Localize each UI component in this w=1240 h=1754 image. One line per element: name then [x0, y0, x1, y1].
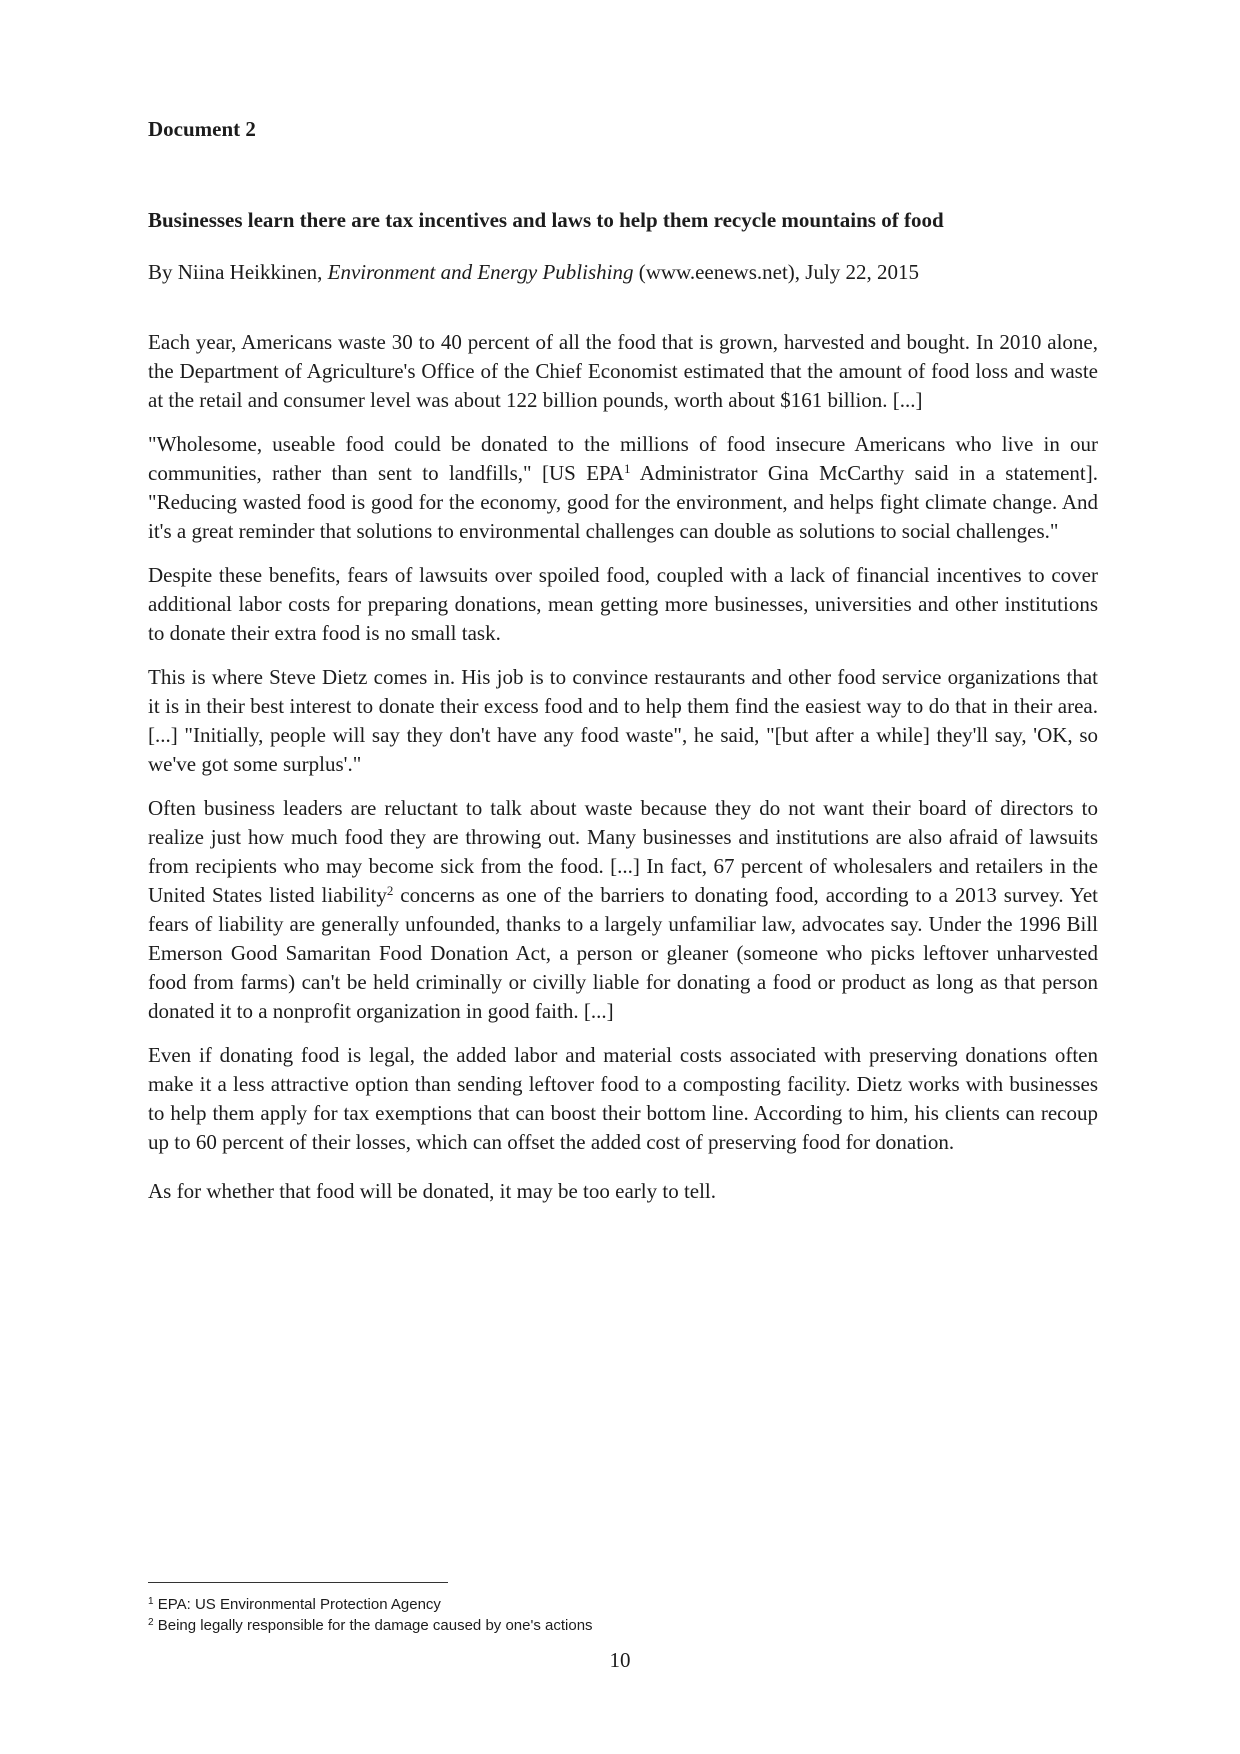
footnotes: [148, 1594, 1048, 1636]
paragraph-7: As for whether that food will be donated, it may be too early to tell.: [148, 1179, 717, 1203]
article-body: [148, 328, 1098, 1221]
paragraph-1: Each year, Americans waste 30 to 40 percent of all the food that is grown, harvested and bought. In 2010 alone, the Department of Agriculture's Office of the Chief Economist estimated that the amount of food loss and waste at the retail and consumer level was about 122 billion pounds, worth about $161 billion. [...]: [148, 330, 1098, 412]
paragraph-4: This is where Steve Dietz comes in. His job is to convince restaurants and other food service organizations that it is in their best interest to donate their excess food and to help them find the easiest way to do that in their area. [...] "Initially, people will say they don't have any food waste", he said, "[but after a while] they'll say, 'OK, so we've got some surplus'.": [148, 665, 1098, 776]
page-number: 10: [609, 1648, 631, 1672]
footnote-2-text: Being legally responsible for the damage caused by one's actions: [157, 1617, 593, 1634]
footnote-2-marker: 2: [148, 1617, 154, 1628]
footnote-2: [148, 1615, 1048, 1636]
paragraph-2-part-b: Administrator Gina McCarthy said in a statement]. "Reducing wasted food is good for the economy, good for the environment, and helps fight climate change. And it's a great reminder that solutions to environmental challenges can double as solutions to social challenges.": [148, 461, 1099, 543]
byline-author: By Niina Heikkinen,: [148, 260, 328, 284]
footnote-1-text: EPA: US Environmental Protection Agency: [157, 1596, 441, 1613]
footnote-1-marker: 1: [148, 1596, 154, 1607]
paragraph-2: [148, 430, 1098, 546]
paragraph-3: Despite these benefits, fears of lawsuits over spoiled food, coupled with a lack of financial incentives to cover additional labor costs for preparing donations, mean getting more businesses, universities and other institutions to donate their extra food is no small task.: [148, 563, 1098, 645]
document-label: Document 2: [148, 117, 256, 141]
article-headline: Businesses learn there are tax incentives and laws to help them recycle mountains of food: [148, 208, 944, 232]
footnote-1: [148, 1594, 1048, 1615]
paragraph-5: [148, 794, 1098, 1026]
footnote-ref-1: 1: [623, 461, 631, 476]
footnote-divider: [148, 1582, 448, 1583]
article-byline: [148, 259, 1108, 286]
paragraph-6: Even if donating food is legal, the added labor and material costs associated with preserving donations often make it a less attractive option than sending leftover food to a composting facility. Dietz works with businesses to help them apply for tax exemptions that can boost their bottom line. According to him, his clients can recoup up to 60 percent of their losses, which can offset the added cost of preserving food for donation.: [148, 1043, 1098, 1154]
byline-source-date: (www.eenews.net), July 22, 2015: [633, 260, 920, 284]
paragraph-2-part-a: "Wholesome, useable food could be donated to the millions of food insecure Americans who live in our communities, rather than sent to landfills," [US EPA: [148, 432, 1098, 485]
footnote-ref-2: 2: [386, 883, 394, 898]
paragraph-5-part-b: concerns as one of the barriers to donating food, according to a 2013 survey. Yet fears of liability are generally unfounded, thanks to a largely unfamiliar law, advocates say. Under the 1996 Bill Emerson Good Samaritan Food Donation Act, a person or gleaner (someone who picks leftover unharvested food from farms) can't be held criminally or civilly liable for donating a food or product as long as that person donated it to a nonprofit organization in good faith. [...]: [148, 883, 1098, 1023]
byline-publication: Environment and Energy Publishing: [327, 260, 634, 284]
paragraph-5-part-a: Often business leaders are reluctant to talk about waste because they do not want their board of directors to realize just how much food they are throwing out. Many businesses and institutions are also afraid of lawsuits from recipients who may become sick from the food. [...] In fact, 67 percent of wholesalers and retailers in the United States listed liability: [148, 796, 1098, 907]
